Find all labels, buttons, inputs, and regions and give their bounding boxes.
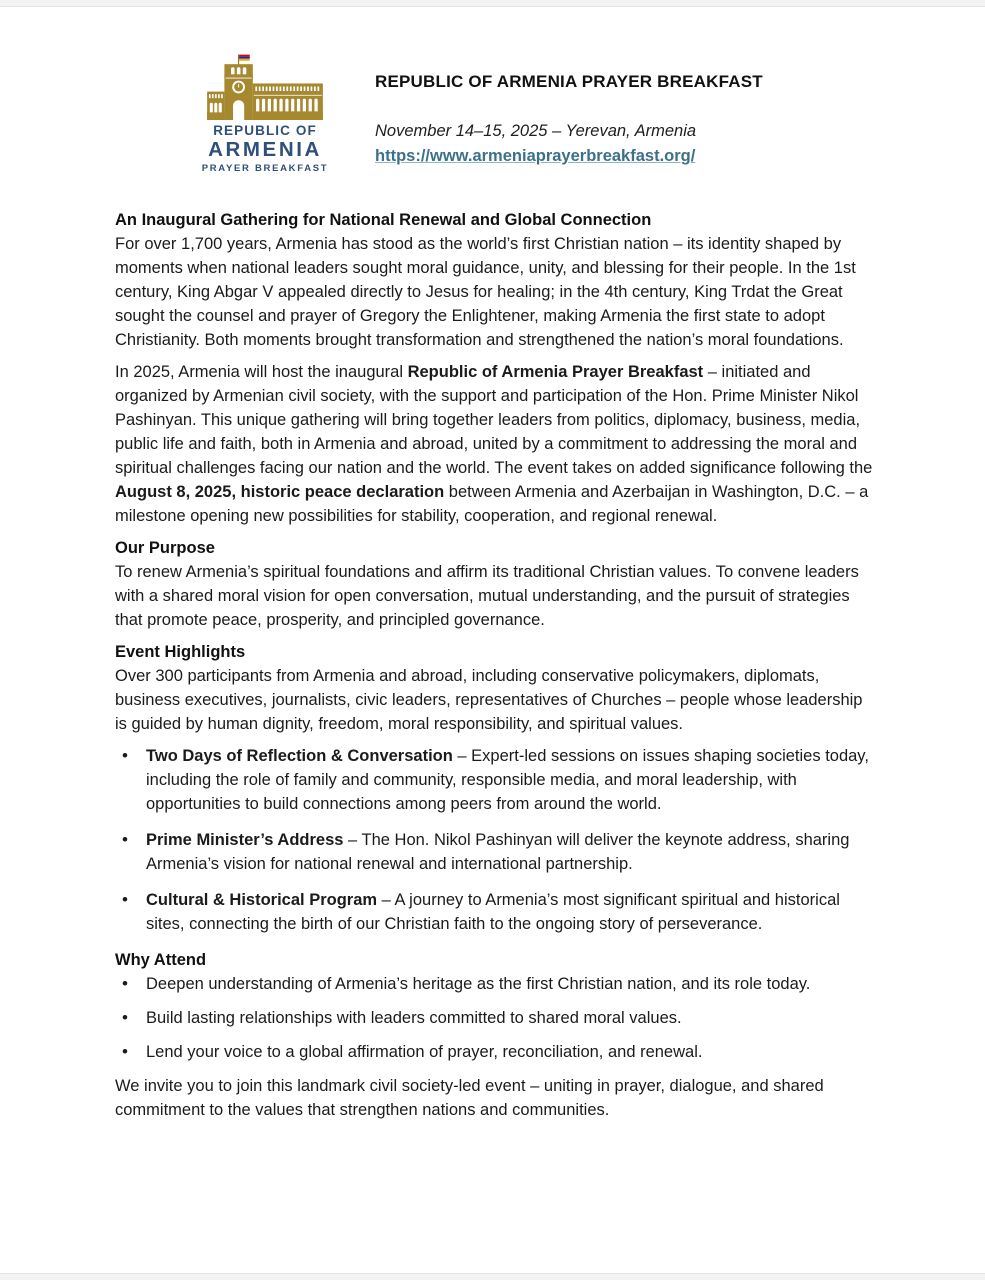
bullet-title: Prime Minister’s Address xyxy=(146,831,344,849)
website-link-row xyxy=(375,145,763,168)
list-item-pm-address xyxy=(115,828,875,876)
logo-text-republic-of: REPUBLIC OF xyxy=(213,123,317,138)
event-date-location: November 14–15, 2025 – Yerevan, Armenia xyxy=(375,122,697,141)
document-header xyxy=(0,0,985,200)
bullet-text: Build lasting relationships with leaders committed to shared moral values. xyxy=(146,1009,682,1027)
bullet-text: – Expert-led sessions on issues shaping societies today, including the role of family and community, responsible media, and moral leadership, with opportunities to build connections among peers from around the world. xyxy=(146,747,869,813)
section-heading-inaugural-gathering: An Inaugural Gathering for National Renewal and Global Connection xyxy=(115,211,652,229)
list-item-deepen-understanding xyxy=(115,972,875,996)
bullet-text: – The Hon. Nikol Pashinyan will deliver the keynote address, sharing Armenia’s vision for national renewal and international partnership. xyxy=(146,831,850,873)
paragraph-purpose xyxy=(115,560,875,632)
section-heading-why-attend: Why Attend xyxy=(115,951,207,969)
paragraph-history-text: For over 1,700 years, Armenia has stood as the world’s first Christian nation – its identity shaped by moments when national leaders sought moral guidance, unity, and blessing for their people. In the 1st century, King Abgar V appealed directly to Jesus for healing; in the 4th century, King Trdat the Great sought the counsel and prayer of Gregory the Enlightener, making Armenia the first state to adopt Christianity. Both moments brought transformation and strengthened the nation’s moral foundations. xyxy=(115,235,856,349)
bullet-title: Cultural & Historical Program xyxy=(146,891,378,909)
bullet-title: Two Days of Reflection & Conversation xyxy=(146,747,453,765)
p2-bold-peace-declaration: August 8, 2025, historic peace declaration xyxy=(115,483,445,501)
government-house-building-icon xyxy=(201,53,329,120)
armenian-flag-icon xyxy=(238,55,250,65)
paragraph-highlights-intro-text: Over 300 participants from Armenia and abroad, including conservative policymakers, diplomats, business executives, journalists, civic leaders, representatives of Churches – people whose leadership is guided by human dignity, freedom, moral responsibility, and spiritual values. xyxy=(115,667,863,733)
why-attend-list xyxy=(115,972,875,1064)
paragraph-closing-text: We invite you to join this landmark civil society-led event – uniting in prayer, dialogue, and shared commitment to the values that strengthen nations and communities. xyxy=(115,1077,824,1119)
p2-segment: In 2025, Armenia will host the inaugural xyxy=(115,363,408,381)
section-heading-event-highlights: Event Highlights xyxy=(115,643,246,661)
p2-segment: between Armenia and Azerbaijan in Washington, D.C. – a milestone opening new possibilities for stability, cooperation, and regional renewal. xyxy=(115,483,869,525)
list-item-build-relationships xyxy=(115,1006,875,1030)
logo-text-armenia: ARMENIA xyxy=(208,137,322,161)
bullet-text: Lend your voice to a global affirmation of prayer, reconciliation, and renewal. xyxy=(146,1043,703,1061)
bullet-text: Deepen understanding of Armenia’s heritage as the first Christian nation, and its role today. xyxy=(146,975,811,993)
paragraph-closing-invitation xyxy=(115,1074,875,1122)
list-item-lend-voice xyxy=(115,1040,875,1064)
header-title-block xyxy=(375,72,763,168)
bullet-text: – A journey to Armenia’s most significant spiritual and historical sites, connecting the birth of our Christian faith to the ongoing story of perseverance. xyxy=(146,891,840,933)
list-item-two-days xyxy=(115,744,875,816)
list-item-cultural-program xyxy=(115,888,875,936)
page-bottom-edge xyxy=(0,1273,985,1280)
paragraph-purpose-text: To renew Armenia’s spiritual foundations and affirm its traditional Christian values. To convene leaders with a shared moral vision for open conversation, mutual understanding, and the pursuit of strategies that promote peace, prosperity, and principled governance. xyxy=(115,563,859,629)
paragraph-2025-event xyxy=(115,360,875,528)
paragraph-history xyxy=(115,232,875,352)
section-heading-our-purpose: Our Purpose xyxy=(115,539,215,557)
armenia-prayer-breakfast-logo xyxy=(201,53,329,174)
website-link[interactable]: https://www.armeniaprayerbreakfast.org/ xyxy=(375,147,696,166)
p2-bold-event-name: Republic of Armenia Prayer Breakfast xyxy=(407,363,704,381)
paragraph-highlights-intro xyxy=(115,664,875,736)
logo-text-prayer-breakfast: PRAYER BREAKFAST xyxy=(201,162,329,174)
document-body xyxy=(115,208,875,1122)
p2-segment: – initiated and organized by Armenian civil society, with the support and participation of the Hon. Prime Minister Nikol Pashinyan. This unique gathering will bring together leaders from politics, diplomacy, business, media, public life and faith, both in Armenia and abroad, united by a commitment to addressing the moral and spiritual challenges facing our nation and the world. The event takes on added significance following the xyxy=(115,363,873,477)
event-highlights-list xyxy=(115,744,875,936)
document-title: REPUBLIC OF ARMENIA PRAYER BREAKFAST xyxy=(375,72,763,91)
